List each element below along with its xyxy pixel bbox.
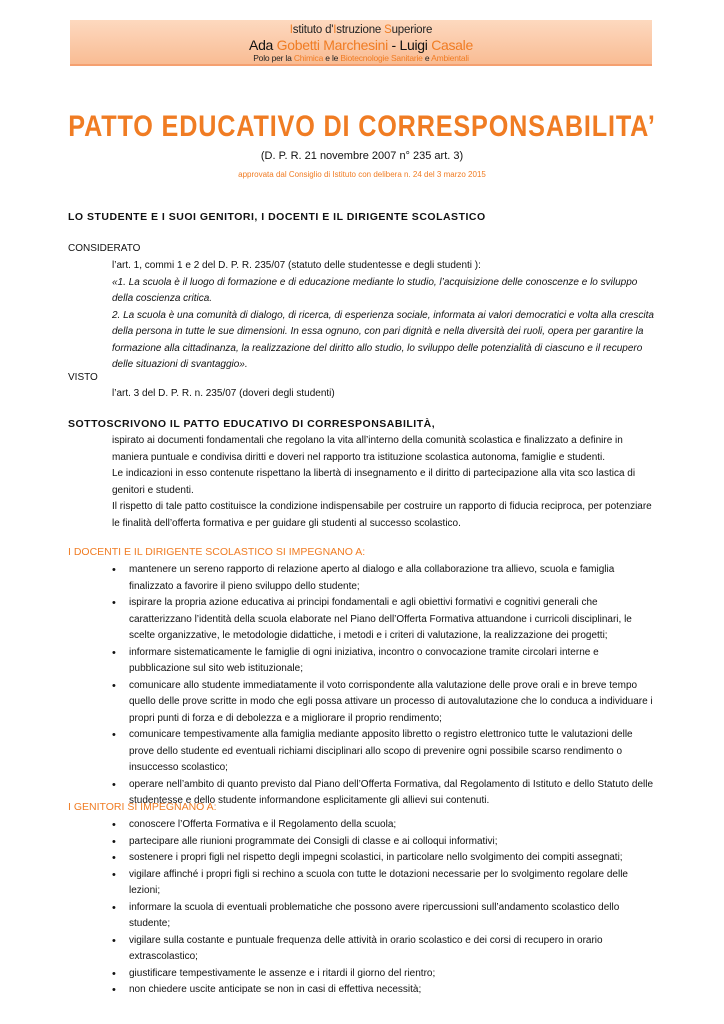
list-item	[112, 645, 660, 678]
list-item	[112, 867, 660, 900]
list-item-text: sostenere i propri figli nel rispetto degli impegni scolastici, in particolare nello svolgimento dei compiti assegnati;	[129, 852, 623, 863]
list-item	[112, 562, 660, 595]
header-institute-type: Istituto d'Istruzione Superiore	[289, 24, 433, 36]
bullet-icon: •	[112, 934, 116, 947]
sottoscrivono-paragraph-3: Il rispetto di tale patto costituisce la condizione indispensabile per costruire un rapporto di fiducia reciproca, per potenziare le finalità dell’offerta formativa e per guidare gli studenti al successo scolastico.	[112, 501, 652, 529]
list-item-text: partecipare alle riunioni programmate dei Consigli di classe e ai colloqui informativi;	[129, 835, 498, 847]
list-item	[112, 727, 660, 777]
list-item	[112, 982, 660, 999]
parties-heading: LO STUDENTE E I SUOI GENITORI, I DOCENTI E IL DIRIGENTE SCOLASTICO	[68, 211, 486, 223]
bullet-icon: •	[112, 901, 116, 914]
considerato-label: CONSIDERATO	[68, 243, 141, 254]
bullet-icon: •	[112, 597, 116, 609]
list-item-text: conoscere l’Offerta Formativa e il Regolamento della scuola;	[129, 819, 397, 830]
list-item	[112, 966, 660, 983]
docenti-list	[112, 562, 660, 810]
list-item	[112, 900, 660, 933]
sottoscrivono-block	[112, 433, 660, 532]
visto-block	[112, 386, 660, 403]
sottoscrivono-paragraph-1: ispirato ai documenti fondamentali che regolano la vita all’interno della comunità scolastica e finalizzato a definire in maniera puntuale e condivisa diritti e doveri nel rapporto tra istituzione scolastica autonoma, famiglie e studenti.	[112, 435, 623, 463]
visto-line: l’art. 3 del D. P. R. n. 235/07 (doveri degli studenti)	[112, 388, 335, 399]
bullet-icon: •	[112, 868, 116, 881]
list-item-text: informare sistematicamente le famiglie di ogni iniziativa, incontro o convocazione tramite circolari interne e pubblicazione sul sito web istituzionale;	[129, 646, 599, 674]
considerato-quote-1: «1. La scuola è il luogo di formazione e di educazione mediante lo studio, l’acquisizione delle conoscenze e lo sviluppo della coscienza critica.	[112, 276, 638, 304]
list-item-text: comunicare tempestivamente alla famiglia mediante apposito libretto o registro elettronico tutte le valutazioni delle prove dello studente ed eventuali richiami disciplinari allo scopo di prevenire ogni possibile scarso rendimento o insuccesso scolastico;	[129, 729, 633, 773]
list-item-text: mantenere un sereno rapporto di relazione aperto al dialogo e alla collaborazione tra allievo, scuola e famiglia finalizzato a favorire il pieno sviluppo dello studente;	[129, 564, 615, 592]
considerato-line: l’art. 1, commi 1 e 2 del D. P. R. 235/07 (statuto delle studentesse e degli studenti ):	[112, 260, 481, 271]
list-item	[112, 850, 660, 867]
document-subtitle: (D. P. R. 21 novembre 2007 n° 235 art. 3)	[260, 150, 464, 162]
docenti-heading: I DOCENTI E IL DIRIGENTE SCOLASTICO SI IMPEGNANO A:	[68, 546, 366, 558]
sottoscrivono-paragraph-2: Le indicazioni in esso contenute rispettano la libertà di insegnamento e il diritto di partecipazione alla vita sco lastica di genitori e studenti.	[112, 468, 636, 496]
header-school-name: Ada Gobetti Marchesini - Luigi Casale	[249, 37, 473, 53]
list-item-text: non chiedere uscite anticipate se non in casi di effettiva necessità;	[129, 984, 422, 995]
list-item	[112, 817, 660, 834]
list-item-text: ispirare la propria azione educativa ai principi fondamentali e agli obiettivi formativi e cognitivi generali che caratterizzano l’identità della scuola elaborate nel Piano dell’Offerta Formativa attuandone i curricoli disciplinari, le scelte organizzative, le metodologie didattiche, i metodi e i criteri di valutazione, la realizzazione dei progetti;	[129, 597, 632, 641]
list-item	[112, 834, 660, 851]
bullet-icon: •	[112, 984, 116, 996]
document-title: PATTO EDUCATIVO DI CORRESPONSABILITA’	[68, 110, 656, 143]
genitori-heading: I GENITORI SI IMPEGNANO A:	[68, 801, 217, 813]
genitori-list	[112, 817, 660, 999]
list-item-text: vigilare affinché i propri figli si rechino a scuola con tutte le dotazioni necessarie per lo svolgimento regolare delle lezioni;	[129, 868, 628, 896]
bullet-icon: •	[112, 967, 116, 980]
list-item	[112, 678, 660, 728]
considerato-quote-2: 2. La scuola è una comunità di dialogo, di ricerca, di esperienza sociale, informata ai valori democratici e volta alla crescita della persona in tutte le sue dimensioni. In essa ognuno, con pari dignità e nella diversità dei ruoli, opera per garantire la formazione alla cittadinanza, la realizzazione del diritto allo studio, lo sviluppo delle potenzialità di ciascuno e il recupero delle situazioni di svantaggio».	[112, 309, 654, 370]
bullet-icon: •	[112, 835, 116, 848]
bullet-icon: •	[112, 679, 116, 692]
bullet-icon: •	[112, 564, 116, 576]
list-item-text: comunicare allo studente immediatamente il voto corrispondente alla valutazione delle prove orali e in breve tempo quello delle prove scritte in modo che egli possa attivare un processo di autovalutazione che lo conduca a individuare i propri punti di forza e di debolezza e a migliorare il proprio rendimento;	[129, 679, 653, 724]
bullet-icon: •	[112, 646, 116, 659]
list-item	[112, 933, 660, 966]
sottoscrivono-heading: SOTTOSCRIVONO IL PATTO EDUCATIVO DI CORRESPONSABILITÀ,	[68, 418, 436, 430]
list-item-text: giustificare tempestivamente le assenze e i ritardi il giorno del rientro;	[129, 967, 436, 979]
header-school-focus: Polo per la Chimica e le Biotecnologie Sanitarie e Ambientali	[253, 53, 469, 63]
list-item-text: vigilare sulla costante e puntuale frequenza delle attività in orario scolastico e dei corsi di recupero in orario extrascolastico;	[129, 934, 603, 962]
list-item-text: informare la scuola di eventuali problematiche che possono avere ripercussioni sull’andamento scolastico dello studente;	[129, 901, 620, 929]
considerato-block	[112, 258, 660, 374]
approval-note: approvata dal Consiglio di Istituto con delibera n. 24 del 3 marzo 2015	[238, 170, 486, 179]
bullet-icon: •	[112, 852, 116, 864]
bullet-icon: •	[112, 819, 116, 831]
list-item	[112, 595, 660, 645]
list-item-text: operare nell’ambito di quanto previsto dal Piano dell’Offerta Formativa, dal Regolamento di Istituto e dello Statuto delle studentesse e dello studente informandone esplicitamente gli allievi sui contenuti.	[129, 778, 654, 806]
visto-label: VISTO	[68, 372, 98, 383]
bullet-icon: •	[112, 778, 116, 791]
school-header	[70, 20, 652, 66]
bullet-icon: •	[112, 729, 116, 741]
